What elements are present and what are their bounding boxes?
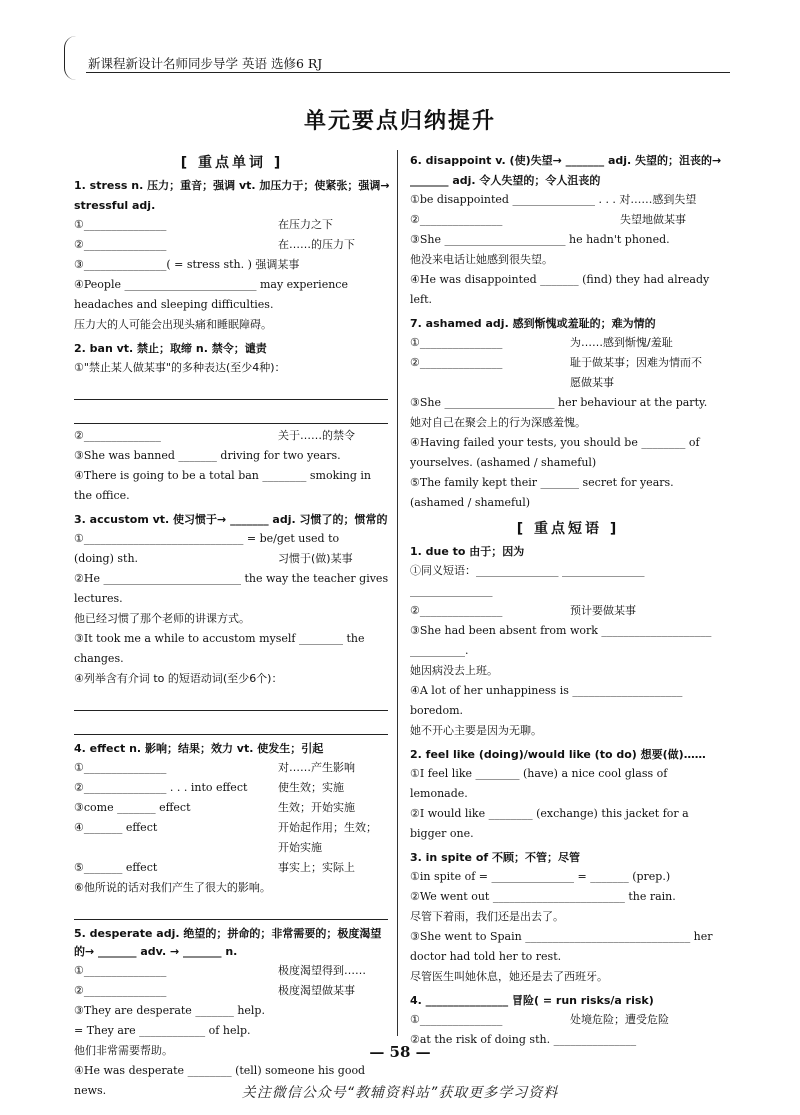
entry-head: 7. ashamed adj. 感到惭愧或羞耻的；难为情的: [410, 317, 656, 330]
exercise-sentence[interactable]: ③She ____________________ her behaviour at the party.: [410, 396, 708, 409]
translation: 尽管下着雨，我们还是出去了。: [410, 910, 564, 923]
answer-line[interactable]: [74, 898, 388, 920]
item-meaning: 开始起作用；生效；: [278, 821, 377, 834]
entry-head-cont: _______ adj. 令人失望的；令人沮丧的: [410, 174, 601, 187]
right-column: [410, 150, 726, 1055]
blank-item[interactable]: ①in spite of = _______________ = _______ (prep.): [410, 870, 671, 883]
blank-item[interactable]: ②at the risk of doing sth. _______________: [410, 1033, 637, 1046]
blank-item[interactable]: ②______________: [74, 429, 161, 442]
answer-line[interactable]: [74, 378, 388, 400]
blank-item[interactable]: ①同义短语：_______________ _______________: [410, 564, 645, 577]
entry-head: 4. effect n. 影响；结果；效力 vt. 使发生；引起: [74, 742, 324, 755]
blank-item[interactable]: ①_______________: [74, 218, 167, 231]
entry-head: 4. _______________ 冒险( = run risks/a risk): [410, 994, 654, 1007]
blank-item[interactable]: ①_______________: [74, 964, 167, 977]
answer-line[interactable]: [74, 713, 388, 735]
exercise-sentence[interactable]: ④He was disappointed _______ (find) they had already left.: [410, 273, 710, 306]
page-number: — 58 —: [369, 1043, 431, 1061]
item-meaning: 生效；开始实施: [278, 801, 355, 814]
exercise-sentence[interactable]: ②He _________________________ the way the teacher gives lectures.: [74, 572, 389, 605]
entry-disappoint: [410, 152, 726, 310]
item-meaning: 为……感到惭愧/羞耻: [570, 336, 673, 349]
entry-accustom: [74, 511, 390, 735]
translation: 她因病没去上班。: [410, 664, 498, 677]
blank-item[interactable]: ②_______________: [410, 356, 503, 369]
blank-item[interactable]: _______________: [410, 584, 493, 597]
exercise-sentence[interactable]: ③She went to Spain ______________________________ her doctor had told her to rest.: [410, 930, 713, 963]
section-key-phrases: [ 重点短语 ]: [516, 521, 620, 537]
exercise-sentence[interactable]: ④A lot of her unhappiness is ____________________ boredom.: [410, 684, 683, 717]
left-column: [74, 150, 390, 1106]
exercise-prompt: ①"禁止某人做某事"的多种表达(至少4种)：: [74, 361, 286, 374]
item-meaning: 在……的压力下: [278, 238, 355, 251]
entry-effect: [74, 740, 390, 920]
item-text: (doing) sth.: [74, 552, 139, 565]
exercise-sentence[interactable]: ③It took me a while to accustom myself ________ the changes.: [74, 632, 365, 665]
blank-item[interactable]: ③come _______ effect: [74, 801, 191, 814]
entry-head: 6. disappoint v. (使)失望→ _______ adj. 失望的；沮丧的→: [410, 154, 722, 167]
item-meaning: 事实上；实际上: [278, 861, 355, 874]
translation: 她不开心主要是因为无聊。: [410, 724, 542, 737]
blank-item[interactable]: ②_______________ . . . into effect: [74, 781, 248, 794]
header-rule: [86, 72, 730, 73]
translation: 他没来电话让她感到很失望。: [410, 253, 553, 266]
blank-item[interactable]: ②_______________: [410, 213, 503, 226]
blank-item[interactable]: ④_______ effect: [74, 821, 158, 834]
answer-line[interactable]: [74, 402, 388, 424]
item-meaning: 在压力之下: [278, 218, 333, 231]
entry-in-spite-of: [410, 849, 726, 987]
column-divider: [397, 150, 398, 1036]
exercise-sentence[interactable]: ④People ________________________ may experience headaches and sleeping difficulties.: [74, 278, 348, 311]
exercise-sentence-cont[interactable]: __________.: [410, 644, 469, 657]
translation: 他已经习惯了那个老师的讲课方式。: [74, 612, 250, 625]
exercise-sentence[interactable]: ④There is going to be a total ban ________ smoking in the office.: [74, 469, 371, 502]
exercise-sentence[interactable]: ①I feel like ________ (have) a nice cool glass of lemonade.: [410, 767, 668, 800]
exercise-sentence[interactable]: ②I would like ________ (exchange) this jacket for a bigger one.: [410, 807, 689, 840]
header-bracket: [64, 36, 77, 80]
entry-desperate: [74, 925, 390, 1101]
item-meaning: 耻于做某事；因难为情而不: [570, 356, 702, 369]
item-meaning: 极度渴望得到……: [278, 964, 366, 977]
exercise-sentence[interactable]: ④He was desperate ________ (tell) someone his good news.: [74, 1064, 366, 1097]
entry-head: 1. due to 由于；因为: [410, 545, 525, 558]
blank-item[interactable]: ①_______________: [74, 761, 167, 774]
translation: 尽管医生叫她休息，她还是去了西班牙。: [410, 970, 608, 983]
blank-item[interactable]: ②_______________: [74, 238, 167, 251]
entry-risk: [410, 992, 726, 1050]
entry-head: 2. feel like (doing)/would like (to do) 想要(做)……: [410, 748, 706, 761]
blank-item[interactable]: ①be disappointed _______________ . . . 对……感到失望: [410, 193, 697, 206]
translation: 他们非常需要帮助。: [74, 1044, 173, 1057]
exercise-sentence[interactable]: ③She ______________________ he hadn't phoned.: [410, 233, 670, 246]
entry-head: 2. ban vt. 禁止；取缔 n. 禁令；谴责: [74, 342, 267, 355]
section-key-words: [ 重点单词 ]: [180, 155, 284, 171]
book-series-header: 新课程新设计名师同步导学 英语 选修6 RJ: [88, 56, 323, 71]
blank-item[interactable]: ③_______________( = stress sth. ) 强调某事: [74, 258, 300, 271]
exercise-sentence[interactable]: ⑤The family kept their _______ secret for years. (ashamed / shameful): [410, 476, 674, 509]
blank-item[interactable]: ①_____________________________ = be/get used to: [74, 532, 340, 545]
exercise-sentence[interactable]: ③They are desperate _______ help.: [74, 1004, 265, 1017]
entry-ban: [74, 340, 390, 506]
item-meaning: 关于……的禁令: [278, 429, 355, 442]
exercise-prompt: ④列举含有介词 to 的短语动词(至少6个)：: [74, 672, 283, 685]
item-meaning: 愿做某事: [570, 376, 614, 389]
blank-item[interactable]: ⑤_______ effect: [74, 861, 158, 874]
item-meaning: 失望地做某事: [620, 213, 686, 226]
exercise-sentence[interactable]: ③She was banned _______ driving for two years.: [74, 449, 341, 462]
entry-head: 5. desperate adj. 绝望的；拼命的；非常需要的；极度渴望的→ _______ adv. → _______ n.: [74, 927, 382, 958]
item-meaning: 处境危险；遭受危险: [570, 1013, 669, 1026]
blank-item[interactable]: ②_______________: [410, 604, 503, 617]
translation: 她对自己在聚会上的行为深感羞愧。: [410, 416, 586, 429]
entry-stress: [74, 177, 390, 335]
page-title: 单元要点归纳提升: [303, 109, 496, 134]
blank-item[interactable]: ①_______________: [410, 1013, 503, 1026]
item-meaning: 预计要做某事: [570, 604, 636, 617]
item-meaning: 极度渴望做某事: [278, 984, 355, 997]
exercise-sentence[interactable]: ④Having failed your tests, you should be ________ of yourselves. (ashamed / shameful): [410, 436, 700, 469]
item-meaning: 习惯于(做)某事: [278, 552, 353, 565]
exercise-prompt: ⑥他所说的话对我们产生了很大的影响。: [74, 881, 271, 894]
blank-item[interactable]: ②_______________: [74, 984, 167, 997]
wechat-promo-note: 关注微信公众号“教辅资料站”获取更多学习资料: [241, 1085, 559, 1101]
entry-due-to: [410, 543, 726, 741]
exercise-sentence[interactable]: = They are ____________ of help.: [74, 1024, 251, 1037]
entry-head: 3. accustom vt. 使习惯于→ _______ adj. 习惯了的；惯常的: [74, 513, 388, 526]
entry-head: 3. in spite of 不顾；不管；尽管: [410, 851, 581, 864]
exercise-sentence[interactable]: ②We went out ________________________ the rain.: [410, 890, 676, 903]
item-meaning: 开始实施: [278, 841, 322, 854]
blank-item[interactable]: ①_______________: [410, 336, 503, 349]
answer-line[interactable]: [74, 689, 388, 711]
exercise-sentence[interactable]: ③She had been absent from work ____________________: [410, 624, 712, 637]
item-meaning: 使生效；实施: [278, 781, 344, 794]
entry-head: 1. stress n. 压力；重音；强调 vt. 加压力于；使紧张；强调→: [74, 179, 390, 192]
entry-head-cont: stressful adj.: [74, 199, 156, 212]
entry-ashamed: [410, 315, 726, 513]
entry-feel-like: [410, 746, 726, 844]
item-meaning: 对……产生影响: [278, 761, 355, 774]
translation: 压力大的人可能会出现头痛和睡眠障碍。: [74, 318, 272, 331]
